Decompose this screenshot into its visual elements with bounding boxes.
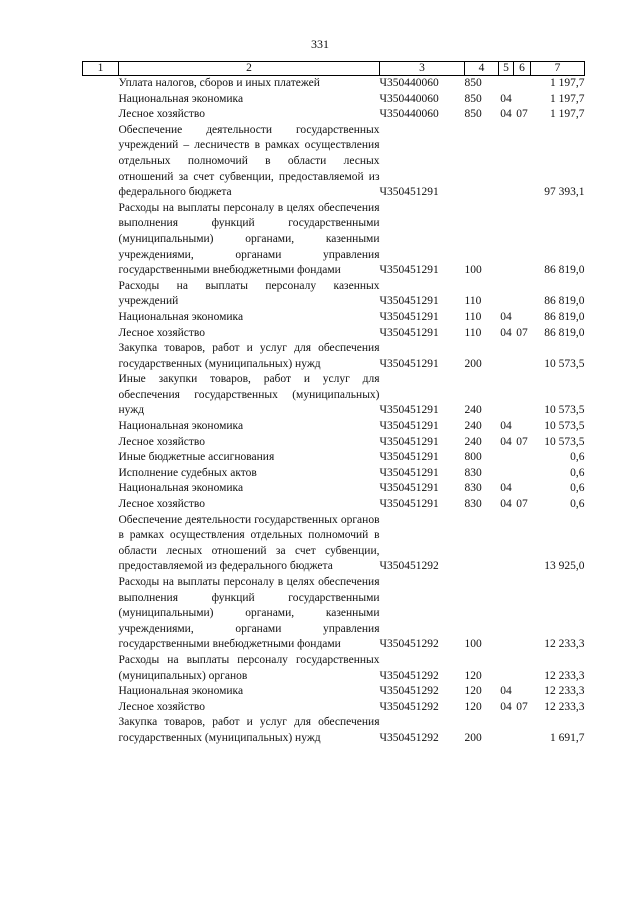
item-name: Закупка товаров, работ и услуг для обеспечения государственных (муниципальных) нужд	[118, 716, 380, 744]
expense-type: 800	[464, 451, 482, 464]
item-name: Обеспечение деятельности государственных органов в рамках осуществления отдельных полномочий в области лесных отношений за счет субвенции, предоставляемой из федерального бюджета	[118, 513, 380, 573]
amount: 12 233,3	[544, 638, 585, 651]
expense-type: 240	[464, 404, 482, 417]
index-cell	[83, 466, 119, 482]
index-cell	[83, 76, 119, 92]
header-cell-5: 5	[499, 62, 514, 76]
item-name: Исполнение судебных актов	[118, 466, 257, 479]
table-row	[83, 201, 585, 279]
section-code: 04	[500, 326, 512, 339]
index-cell	[83, 513, 119, 575]
table-row	[83, 341, 585, 372]
expense-type: 200	[464, 731, 482, 744]
index-cell	[83, 123, 119, 201]
header-cell-1: 1	[83, 62, 119, 76]
amount: 10 573,5	[544, 420, 585, 433]
table-row	[83, 435, 585, 451]
target-code: Ч350451291	[379, 326, 439, 339]
target-code: Ч350451292	[379, 685, 439, 698]
target-code: Ч350451291	[379, 186, 439, 199]
subsection-code	[514, 575, 531, 653]
subsection-code	[514, 372, 531, 419]
item-name: Лесное хозяйство	[118, 700, 206, 713]
amount: 86 819,0	[544, 310, 585, 323]
amount: 10 573,5	[544, 357, 585, 370]
table-row	[83, 76, 585, 92]
amount: 0,6	[570, 466, 585, 479]
item-name: Иные бюджетные ассигнования	[118, 451, 275, 464]
subsection-code	[514, 201, 531, 279]
amount: 97 393,1	[544, 186, 585, 199]
index-cell	[83, 575, 119, 653]
table-row	[83, 450, 585, 466]
expense-type: 120	[464, 685, 482, 698]
subsection-code: 07	[516, 108, 528, 121]
subsection-code	[514, 715, 531, 746]
index-cell	[83, 326, 119, 342]
index-cell	[83, 497, 119, 513]
target-code: Ч350440060	[379, 108, 439, 121]
amount: 86 819,0	[544, 264, 585, 277]
target-code: Ч350451291	[379, 420, 439, 433]
table-row	[83, 107, 585, 123]
section-code: 04	[500, 310, 512, 323]
subsection-code	[514, 76, 531, 92]
section-code	[499, 279, 514, 310]
index-cell	[83, 450, 119, 466]
expense-type: 200	[464, 357, 482, 370]
expense-type: 100	[464, 264, 482, 277]
expense-type: 850	[464, 108, 482, 121]
section-code	[499, 123, 514, 201]
section-code: 04	[500, 420, 512, 433]
target-code: Ч350440060	[379, 77, 439, 89]
expense-type: 830	[464, 466, 482, 479]
expense-type: 120	[464, 669, 482, 682]
item-name: Расходы на выплаты персоналу государственных (муниципальных) органов	[118, 653, 380, 682]
expense-type: 830	[464, 482, 482, 495]
index-cell	[83, 481, 119, 497]
table-row	[83, 466, 585, 482]
item-name: Национальная экономика	[118, 685, 244, 698]
table-row	[83, 513, 585, 575]
amount: 13 925,0	[544, 560, 585, 573]
expense-type: 850	[464, 77, 482, 89]
index-cell	[83, 419, 119, 435]
expense-type: 110	[464, 295, 482, 308]
amount: 10 573,5	[544, 435, 585, 448]
expense-type: 110	[464, 310, 482, 323]
table-row	[83, 481, 585, 497]
subsection-code	[514, 653, 531, 684]
amount: 12 233,3	[544, 700, 585, 713]
table-row	[83, 372, 585, 419]
item-name: Национальная экономика	[118, 420, 244, 433]
target-code: Ч350451291	[379, 357, 439, 370]
subsection-code	[514, 466, 531, 482]
target-code: Ч350451292	[379, 731, 439, 744]
item-name: Национальная экономика	[118, 310, 244, 323]
index-cell	[83, 107, 119, 123]
table-row	[83, 92, 585, 108]
subsection-code: 07	[516, 326, 528, 339]
section-code: 04	[500, 685, 512, 698]
header-cell-7: 7	[531, 62, 585, 76]
header-cell-3: 3	[380, 62, 465, 76]
table-row	[83, 279, 585, 310]
amount: 1 197,7	[550, 108, 585, 121]
amount: 1 197,7	[550, 92, 585, 105]
index-cell	[83, 279, 119, 310]
table-row	[83, 575, 585, 653]
amount: 10 573,5	[544, 404, 585, 417]
item-name: Расходы на выплаты персоналу в целях обеспечения выполнения функций государственными (муниципальными) органами, казенными учреждениями, органами управления государственными внебюджетными фондами	[118, 576, 380, 651]
item-name: Лесное хозяйство	[118, 498, 206, 511]
index-cell	[83, 92, 119, 108]
table-row	[83, 497, 585, 513]
table-row	[83, 700, 585, 716]
target-code: Ч350451291	[379, 295, 439, 308]
expense-type: 240	[464, 435, 482, 448]
expense-type	[465, 513, 499, 575]
table-body	[83, 76, 585, 747]
item-name: Лесное хозяйство	[118, 108, 206, 121]
expense-type: 830	[464, 498, 482, 511]
index-cell	[83, 684, 119, 700]
amount: 12 233,3	[544, 685, 585, 698]
target-code: Ч350451291	[379, 435, 439, 448]
section-code	[499, 341, 514, 372]
item-name: Закупка товаров, работ и услуг для обеспечения государственных (муниципальных) нужд	[118, 342, 380, 370]
expense-type: 850	[464, 92, 482, 105]
subsection-code	[514, 279, 531, 310]
header-cell-2: 2	[119, 62, 380, 76]
target-code: Ч350451291	[379, 310, 439, 323]
table-row	[83, 684, 585, 700]
item-name: Уплата налогов, сборов и иных платежей	[118, 77, 320, 89]
amount: 1 691,7	[550, 731, 585, 744]
amount: 0,6	[570, 498, 585, 511]
index-cell	[83, 700, 119, 716]
target-code: Ч350451291	[379, 451, 439, 464]
subsection-code	[514, 92, 531, 108]
item-name: Иные закупки товаров, работ и услуг для обеспечения государственных (муниципальных) нужд	[118, 373, 380, 417]
target-code: Ч350451291	[379, 404, 439, 417]
section-code: 04	[500, 435, 512, 448]
section-code	[499, 513, 514, 575]
section-code: 04	[500, 700, 512, 713]
table-row	[83, 715, 585, 746]
target-code: Ч350440060	[379, 92, 439, 105]
subsection-code: 07	[516, 435, 528, 448]
expense-type: 110	[464, 326, 482, 339]
target-code: Ч350451292	[379, 560, 439, 573]
expense-type: 120	[464, 700, 482, 713]
item-name: Расходы на выплаты персоналу в целях обеспечения выполнения функций государственными (муниципальными) органами, казенными учреждениями, органами управления государственными внебюджетными фондами	[118, 201, 380, 277]
section-code	[499, 201, 514, 279]
table-row	[83, 326, 585, 342]
amount: 0,6	[570, 482, 585, 495]
amount: 12 233,3	[544, 669, 585, 682]
subsection-code	[514, 310, 531, 326]
amount: 1 197,7	[550, 77, 585, 89]
table-header	[83, 62, 585, 76]
item-name: Расходы на выплаты персоналу казенных учреждений	[118, 279, 380, 308]
subsection-code	[514, 684, 531, 700]
section-code: 04	[500, 482, 512, 495]
target-code: Ч350451292	[379, 700, 439, 713]
subsection-code: 07	[516, 700, 528, 713]
index-cell	[83, 201, 119, 279]
header-row	[83, 62, 585, 76]
item-name: Национальная экономика	[118, 482, 244, 495]
table-row	[83, 123, 585, 201]
section-code	[499, 575, 514, 653]
item-name: Лесное хозяйство	[118, 435, 206, 448]
table-row	[83, 419, 585, 435]
budget-table	[82, 61, 585, 747]
index-cell	[83, 372, 119, 419]
index-cell	[83, 653, 119, 684]
section-code	[499, 450, 514, 466]
index-cell	[83, 435, 119, 451]
table-row	[83, 310, 585, 326]
item-name: Лесное хозяйство	[118, 326, 206, 339]
subsection-code	[514, 481, 531, 497]
section-code	[499, 76, 514, 92]
target-code: Ч350451291	[379, 498, 439, 511]
subsection-code	[514, 450, 531, 466]
target-code: Ч350451292	[379, 638, 439, 651]
subsection-code	[514, 341, 531, 372]
index-cell	[83, 341, 119, 372]
index-cell	[83, 715, 119, 746]
target-code: Ч350451291	[379, 264, 439, 277]
header-cell-6: 6	[514, 62, 531, 76]
amount: 86 819,0	[544, 295, 585, 308]
expense-type: 100	[464, 638, 482, 651]
subsection-code	[514, 419, 531, 435]
target-code: Ч350451292	[379, 669, 439, 682]
expense-type: 240	[464, 420, 482, 433]
table-row	[83, 653, 585, 684]
section-code: 04	[500, 498, 512, 511]
subsection-code: 07	[516, 498, 528, 511]
amount: 0,6	[570, 451, 585, 464]
section-code	[499, 715, 514, 746]
subsection-code	[514, 513, 531, 575]
section-code: 04	[500, 92, 512, 105]
target-code: Ч350451291	[379, 482, 439, 495]
target-code: Ч350451291	[379, 466, 439, 479]
amount: 86 819,0	[544, 326, 585, 339]
item-name: Национальная экономика	[118, 92, 244, 105]
section-code	[499, 466, 514, 482]
header-cell-4: 4	[465, 62, 499, 76]
section-code: 04	[500, 108, 512, 121]
subsection-code	[514, 123, 531, 201]
page-number: 331	[311, 37, 329, 51]
section-code	[499, 653, 514, 684]
section-code	[499, 372, 514, 419]
index-cell	[83, 310, 119, 326]
expense-type	[465, 123, 499, 201]
item-name: Обеспечение деятельности государственных учреждений – лесничеств в рамках осуществления отдельных полномочий в области лесных отношений за счет субвенции, предоставляемой из федерального бюджета	[118, 123, 380, 199]
